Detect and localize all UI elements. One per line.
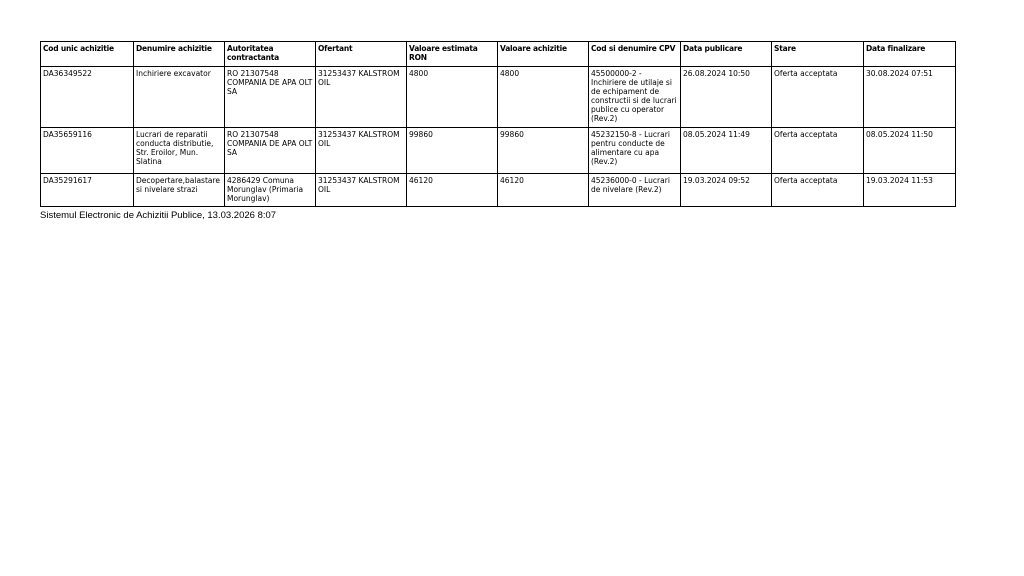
cell-cod: DA35291617: [41, 174, 134, 207]
table-row: [41, 67, 956, 128]
cell-data-finalizare: 19.03.2024 11:53: [864, 174, 956, 207]
cell-stare: Oferta acceptata: [772, 128, 864, 174]
cell-data-publicare: 19.03.2024 09:52: [681, 174, 772, 207]
header-valoare-estimata: Valoare estimata RON: [407, 42, 498, 67]
cell-ofertant: 31253437 KALSTROM OIL: [316, 67, 407, 128]
cell-valoare-achizitie: 99860: [498, 128, 589, 174]
cell-data-finalizare: 30.08.2024 07:51: [864, 67, 956, 128]
cell-cpv: 45232150-8 - Lucrari pentru conducte de alimentare cu apa (Rev.2): [589, 128, 681, 174]
header-cpv: Cod si denumire CPV: [589, 42, 681, 67]
table-header-row: [41, 42, 956, 67]
header-autoritate: Autoritatea contractanta: [225, 42, 316, 67]
cell-cpv: 45500000-2 - Inchiriere de utilaje si de echipament de constructii si de lucrari publice cu operator (Rev.2): [589, 67, 681, 128]
acquisitions-table: [40, 41, 956, 207]
cell-valoare-achizitie: 4800: [498, 67, 589, 128]
cell-valoare-estimata: 99860: [407, 128, 498, 174]
table-row: [41, 128, 956, 174]
cell-autoritate: RO 21307548 COMPANIA DE APA OLT SA: [225, 67, 316, 128]
header-data-finalizare: Data finalizare: [864, 42, 956, 67]
header-ofertant: Ofertant: [316, 42, 407, 67]
cell-ofertant: 31253437 KALSTROM OIL: [316, 174, 407, 207]
cell-stare: Oferta acceptata: [772, 174, 864, 207]
cell-denumire: Lucrari de reparatii conducta distributie, Str. Eroilor, Mun. Slatina: [134, 128, 225, 174]
footer-text: Sistemul Electronic de Achizitii Publice, 13.03.2026 8:07: [40, 210, 277, 221]
table-row: [41, 174, 956, 207]
cell-cod: DA35659116: [41, 128, 134, 174]
cell-stare: Oferta acceptata: [772, 67, 864, 128]
cell-valoare-estimata: 46120: [407, 174, 498, 207]
cell-ofertant: 31253437 KALSTROM OIL: [316, 128, 407, 174]
header-stare: Stare: [772, 42, 864, 67]
cell-data-publicare: 26.08.2024 10:50: [681, 67, 772, 128]
cell-data-publicare: 08.05.2024 11:49: [681, 128, 772, 174]
header-denumire: Denumire achizitie: [134, 42, 225, 67]
cell-denumire: Decopertare,balastare si nivelare strazi: [134, 174, 225, 207]
cell-denumire: Inchiriere excavator: [134, 67, 225, 128]
cell-valoare-estimata: 4800: [407, 67, 498, 128]
cell-valoare-achizitie: 46120: [498, 174, 589, 207]
header-valoare-achizitie: Valoare achizitie: [498, 42, 589, 67]
header-data-publicare: Data publicare: [681, 42, 772, 67]
cell-autoritate: RO 21307548 COMPANIA DE APA OLT SA: [225, 128, 316, 174]
cell-cod: DA36349522: [41, 67, 134, 128]
cell-autoritate: 4286429 Comuna Morunglav (Primaria Morunglav): [225, 174, 316, 207]
header-cod-unic: Cod unic achizitie: [41, 42, 134, 67]
cell-cpv: 45236000-0 - Lucrari de nivelare (Rev.2): [589, 174, 681, 207]
cell-data-finalizare: 08.05.2024 11:50: [864, 128, 956, 174]
